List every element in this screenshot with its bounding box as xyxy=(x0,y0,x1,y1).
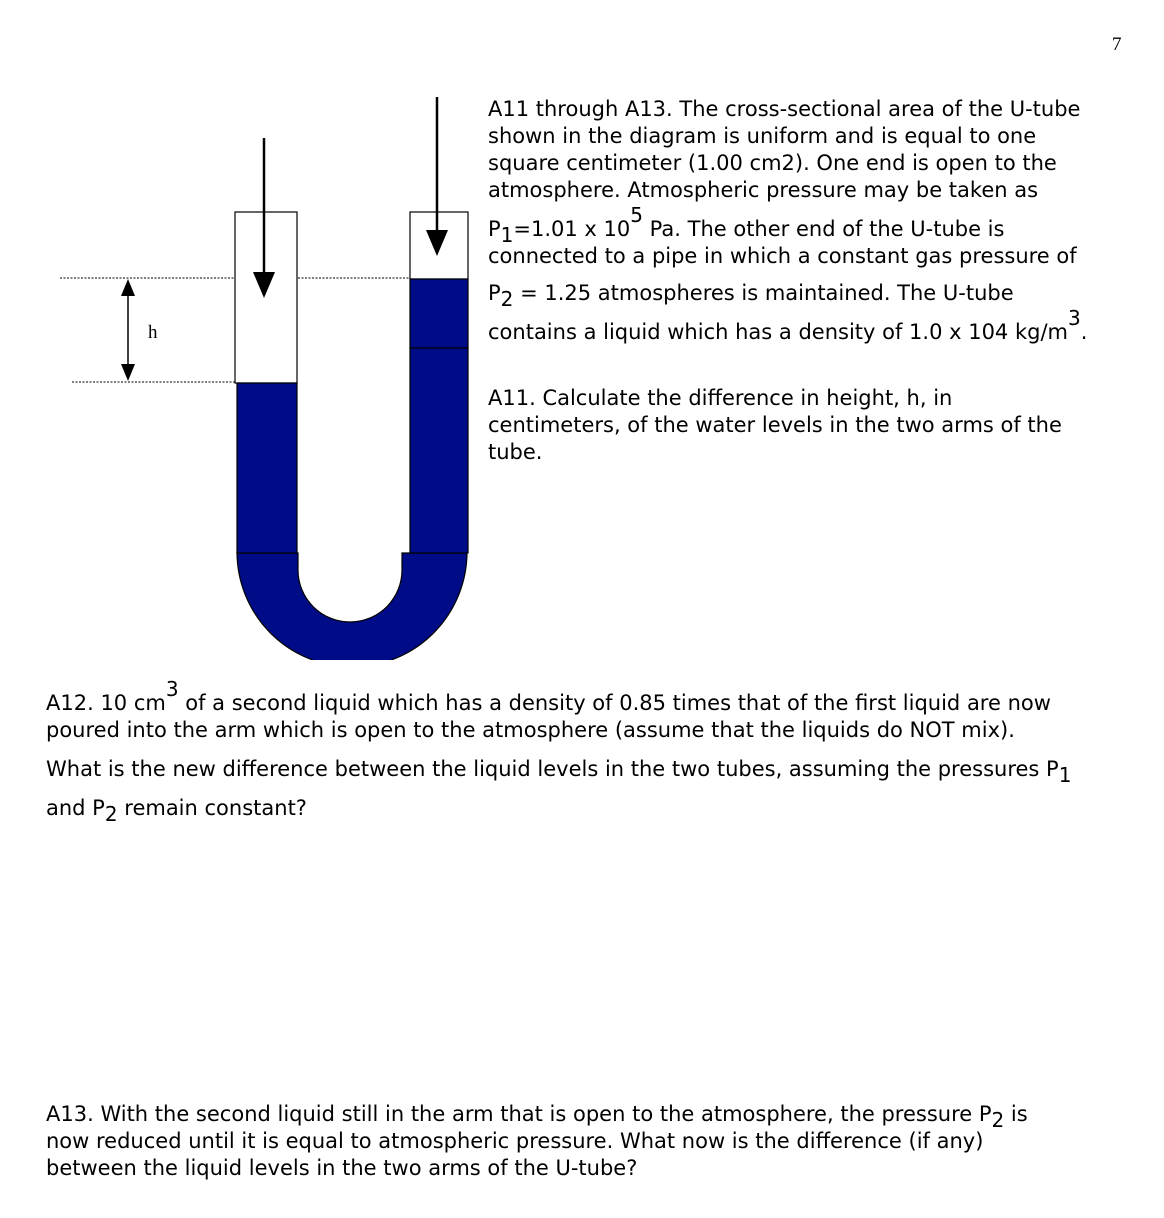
u-tube-diagram xyxy=(0,0,480,660)
a11-line-3: tube. xyxy=(488,440,543,464)
right-arm-liquid-upper xyxy=(410,279,468,348)
intro-paragraph xyxy=(488,96,1087,346)
page-number: 7 xyxy=(1112,34,1122,55)
h-arrow-down-icon xyxy=(121,364,135,381)
left-arm-air xyxy=(235,212,297,383)
a11-line-1: A11. Calculate the difference in height, h, in xyxy=(488,386,953,410)
a12-line-1: A12. 10 $cm^3$ of a second liquid which has a density of 0.85 times that of the first liquid are now xyxy=(46,677,1051,715)
intro-line-4: atmosphere. Atmospheric pressure may be taken as xyxy=(488,178,1039,202)
intro-line-6: connected to a pipe in which a constant gas pressure of xyxy=(488,244,1077,268)
intro-line-7: $P_2 = 1.25$ atmospheres is maintained. The U-tube xyxy=(488,281,1014,311)
a13-line-2: now reduced until it is equal to atmospheric pressure. What now is the difference (if any) xyxy=(46,1129,984,1153)
a12-line-3: What is the new difference between the liquid levels in the two tubes, assuming the pressures $P_1$ xyxy=(46,757,1072,787)
a12-line-2: poured into the arm which is open to the atmosphere (assume that the liquids do NOT mix). xyxy=(46,718,1015,742)
a12-line-4: and $P_2$ remain constant? xyxy=(46,796,307,826)
a13-question xyxy=(46,1101,1028,1182)
a12-question xyxy=(46,677,1072,826)
a11-line-2: centimeters, of the water levels in the two arms of the xyxy=(488,413,1062,437)
a13-line-3: between the liquid levels in the two arms of the U-tube? xyxy=(46,1156,638,1180)
h-arrow-up-icon xyxy=(121,279,135,296)
intro-line-3: square centimeter (1.00 cm2). One end is open to the xyxy=(488,151,1057,175)
intro-line-8: contains a liquid which has a density of 1.0 x 104 $kg/m^3$. xyxy=(488,306,1088,344)
a11-question xyxy=(488,385,1062,466)
h-label: h xyxy=(148,322,158,343)
left-arm-liquid xyxy=(237,383,297,553)
a13-line-1: A13. With the second liquid still in the arm that is open to the atmosphere, the pressure $P_2$ is xyxy=(46,1102,1028,1132)
intro-line-5: $P_1=1.01$ x $10^5$ Pa. The other end of the U-tube is xyxy=(488,203,1005,247)
right-arm-liquid-lower xyxy=(410,348,468,553)
intro-line-2: shown in the diagram is uniform and is equal to one xyxy=(488,124,1037,148)
u-bend-liquid xyxy=(237,552,467,660)
intro-line-1: A11 through A13. The cross-sectional area of the U-tube xyxy=(488,97,1081,121)
